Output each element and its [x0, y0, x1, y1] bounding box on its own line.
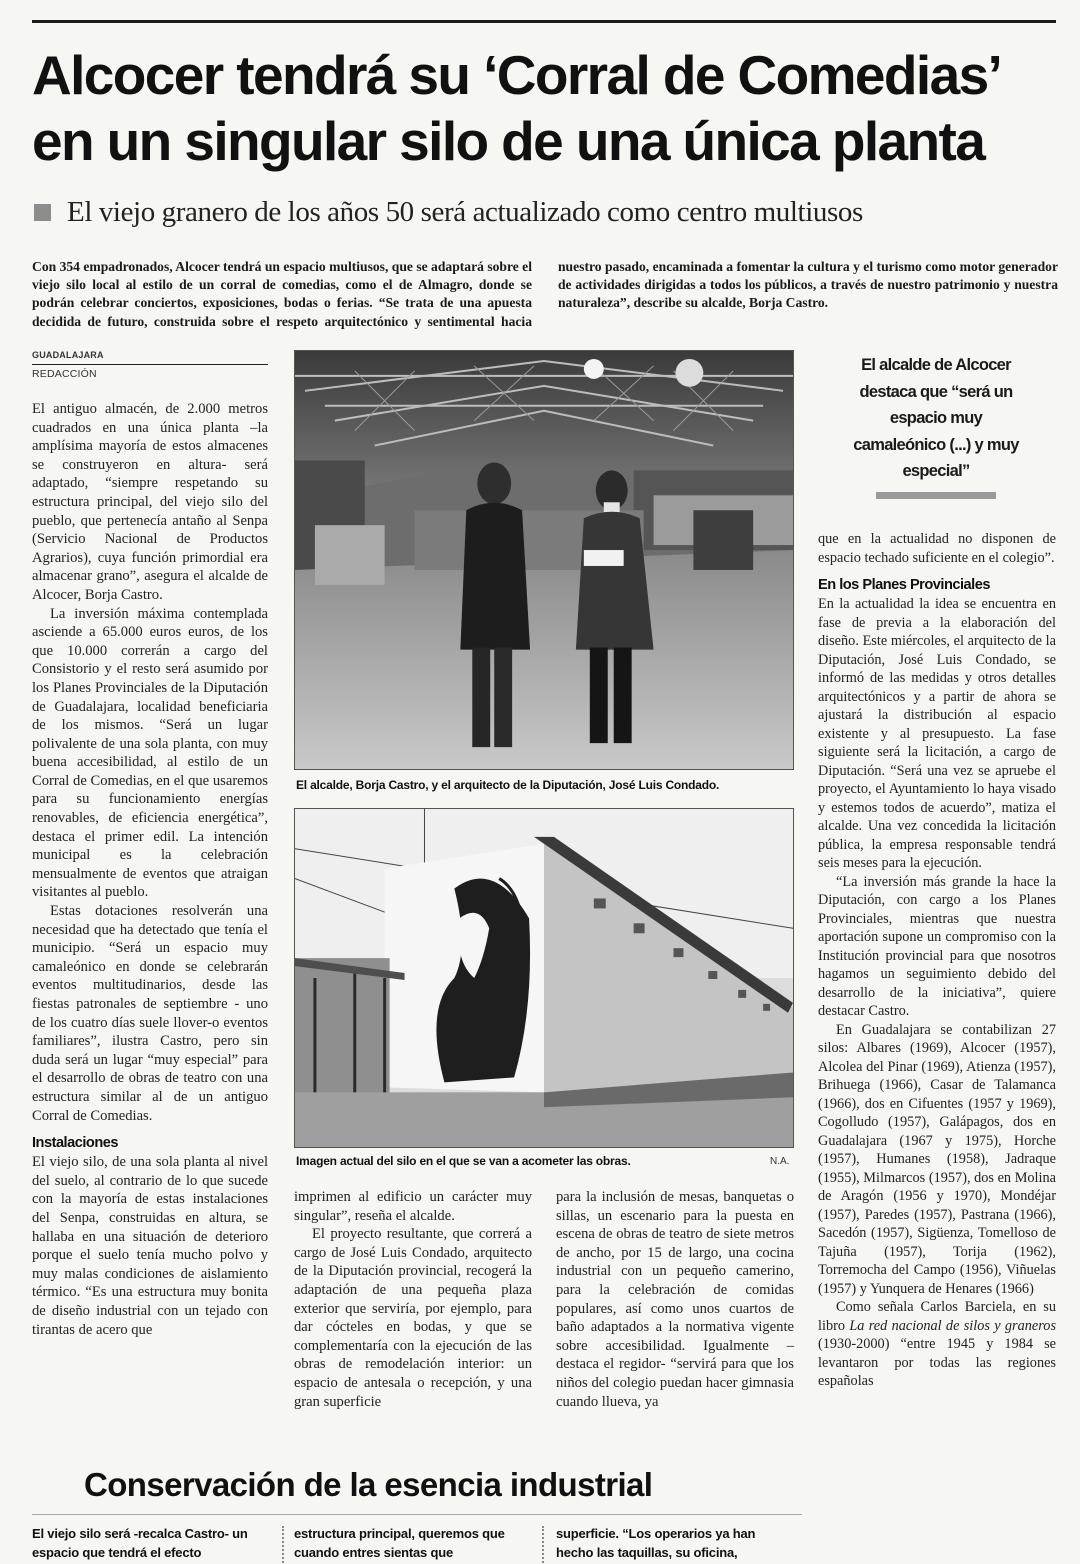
warehouse-interior-image [295, 351, 793, 769]
section-label: GUADALAJARA [32, 350, 104, 360]
subheadline-text: El viejo granero de los años 50 será actualizado como centro multiusos [67, 196, 863, 228]
bottom-box-rule [32, 1514, 802, 1515]
column-3 [556, 1188, 794, 1411]
subtitle-instalaciones: Instalaciones [32, 1135, 118, 1152]
col1-paragraph: Estas dotaciones resolverán una necesidad que ha detectado que tenía el municipio. “Será un espacio muy camaleónico en donde se celebrarán eventos multitudinarios, desde las fiestas patronales de septiembre - uno de los cuatro días suele llover-o eventos familiares”, ilustra Castro, pero sin duda será un lugar “muy especial” para el desarrollo de obras de teatro con una estructura similar al de un antiguo Corral de Comedias. [32, 903, 268, 1124]
subtitle-planes-provinciales: En los Planes Provinciales [818, 577, 990, 593]
col2-paragraph: El proyecto resultante, que correrá a cargo de José Luis Condado, arquitecto de la Diputación provincial, recogerá la adaptación de una pequeña plaza exterior que serviría, por ejemplo, para dar cócteles en bodas, y que se complementaría con la ejecución de las obras de remodelación interior: un espacio de antesala o recepción, y una gran superficie [294, 1226, 532, 1410]
photo-1-caption: El alcalde, Borja Castro, y el arquitecto de la Diputación, José Luis Condado. [296, 778, 720, 792]
col2-paragraph: imprimen al edificio un carácter muy singular”, reseña el alcalde. [294, 1189, 532, 1224]
bottom-col-2: estructura principal, queremos que cuando entres sientas que [294, 1526, 505, 1560]
column-4 [818, 530, 1056, 1391]
col1-paragraph: El viejo silo, de una sola planta al nivel del suelo, al contrario de lo que sucede con la mayoría de estas instalaciones del Senpa, construidas en altura, se hallaba en una situación de deterioro porque el suelo tenía mucho polvo y muy malas condiciones de aislamiento térmico. “Es una estructura muy bonita de diseño industrial con un tejado con tirantas de acero que [32, 1154, 268, 1338]
col4-paragraph: que en la actualidad no disponen de espacio techado suficiente en el colegio”. [818, 531, 1056, 566]
bottom-col-3: superficie. “Los operarios ya han hecho las taquillas, su oficina, [556, 1526, 756, 1560]
pull-quote-rule [876, 492, 996, 499]
photo-silo [294, 808, 794, 1148]
column-1 [32, 400, 268, 1339]
dotted-separator [542, 1526, 544, 1564]
top-rule [32, 20, 1056, 23]
headline [32, 42, 1062, 174]
pull-quote: El alcalde de Alcocer destaca que “será un espacio muy camaleónico (...) y muy especial” [853, 356, 1019, 480]
col4-paragraph: “La inversión más grande la hace la Diputación, con cargo a los Planes Provinciales, mientras que nuestra aportación supone un compromiso con la Institución provincial para que nosotros hagamos un seguimiento debido del desarrollo de la iniciativa”, quiere destacar Castro. [818, 873, 1056, 1019]
col1-paragraph: La inversión máxima contemplada asciende a 65.000 euros euros, de los que 10.000 correrán a cargo del Consistorio y el resto será asumido por los Planes Provinciales de la Diputación de Guadalajara, localidad beneficiaria de los mismos. “Será un lugar polivalente de una sola planta, con muy buena accesibilidad, al estilo de un Corral de Comedias, en el que usaremos para su funcionamiento energías renovables, de eficiencia energética”, destaca el primer edil. La intención municipal es la celebración mensualmente de eventos que atraigan visitantes al pueblo. [32, 605, 268, 901]
subheadline [34, 196, 1044, 229]
photo-2-credit: N.A. [770, 1156, 790, 1167]
col1-paragraph: El antiguo almacén, de 2.000 metros cuadrados en una única planta –la amplísima mayoría de estos almacenes se construyeron en altura- será adaptado, “siempre respetando su estructura principal, del viejo silo del pueblo, que pertenecía antaño al Senpa (Servicio Nacional de Productos Agrarios), cuya función primordial era almacenar grano”, asegura el alcalde de Alcocer, Borja Castro. [32, 401, 268, 603]
byline: REDACCIÓN [32, 368, 97, 380]
bottom-col-1: El viejo silo será -recalca Castro- un espacio que tendrá el efecto [32, 1526, 248, 1560]
col4-p5-start: Como señala Carlos Barciela, en su libro [818, 1299, 1056, 1334]
lead-paragraph: Con 354 empadronados, Alcocer tendrá un espacio multiusos, que se adaptará sobre el viejo silo local al estilo de un corral de comedias, como el de Almagro, donde se podrán celebrar conciertos, exposiciones, bodas o ferias. “Se trata de una apuesta decidida de futuro, construida sobre el respeto arquitectónico y sentimental hacia nuestro pasado, encaminada a fomentar la cultura y el turismo como motor generador de actividades dirigidas a todos los públicos, a través de nuestro patrimonio y nuestra naturaleza”, describe su alcalde, Borja Castro. [32, 259, 1058, 329]
photo-mayor-architect [294, 350, 794, 770]
section-rule [32, 364, 268, 365]
col4-paragraph [818, 1298, 1056, 1391]
square-bullet-icon [34, 204, 51, 221]
headline-line-2: en un singular silo de una única planta [32, 110, 985, 172]
photo-2-caption: Imagen actual del silo en el que se van a acometer las obras. [296, 1154, 631, 1168]
silo-exterior-image [295, 809, 793, 1147]
dotted-separator [282, 1526, 284, 1564]
column-2 [294, 1188, 532, 1411]
col4-paragraph: En Guadalajara se contabilizan 27 silos: Albares (1969), Alcocer (1957), Alcolea del Pinar (1969), Atienza (1957), Brihuega (1966), Casar de Talamanca (1966), dos en Cifuentes (1957 y 1969), Cogolludo (1957), Galápagos, dos en Guadalajara (1967 y 1975), Horche (1957), Humanes (1958), Jadraque (1955), Milmarcos (1957), dos en Molina de Aragón (1956 y 1970), Mondéjar (1957), Paredes (1957), Pastrana (1966), Sacedón (1957), Sigüenza, Tomelloso de Tajuña (1957), Torija (1962), Torremocha del Campo (1956), Viñuelas (1957) y Yunquera de Henares (1966) [818, 1021, 1056, 1297]
book-title: La red nacional de silos y graneros [849, 1317, 1057, 1334]
col4-paragraph: En la actualidad la idea se encuentra en fase de previa a la elaboración del diseño. Este miércoles, el arquitecto de la Diputación, José Luis Condado, se informó de las medidas y otros detalles arquitectónicos y a partir de ahora se ajustará la distribución al espacio existente y al presupuesto. La fase siguiente será la licitación, a cargo de Diputación. “Será una vez se apruebe el proyecto, el Ayuntamiento lo haya visado y estemos todos de acuerdo”, matiza el alcalde. Una vez concedida la licitación pública, la empresa responsable tendrá seis meses para la ejecución. [818, 596, 1056, 871]
headline-line-1: Alcocer tendrá su ‘Corral de Comedias’ [32, 44, 1002, 106]
bottom-box-title: Conservación de la esencia industrial [84, 1466, 653, 1503]
col3-paragraph: para la inclusión de mesas, banquetas o sillas, un escenario para la puesta en escena de obras de teatro de siete metros de ancho, por 15 de largo, una cocina industrial con un pequeño camerino, para la celebración de comidas populares, así como unos cuartos de baño adaptados a la normativa vigente sobre accesibilidad. Igualmente –destaca el regidor- “servirá para que los niños del colegio puedan hacer gimnasia cuando llueva, ya [556, 1189, 794, 1410]
col4-p5-end: (1930-2000) “entre 1945 y 1984 se levantaron por todas las regiones españolas [818, 1336, 1056, 1389]
